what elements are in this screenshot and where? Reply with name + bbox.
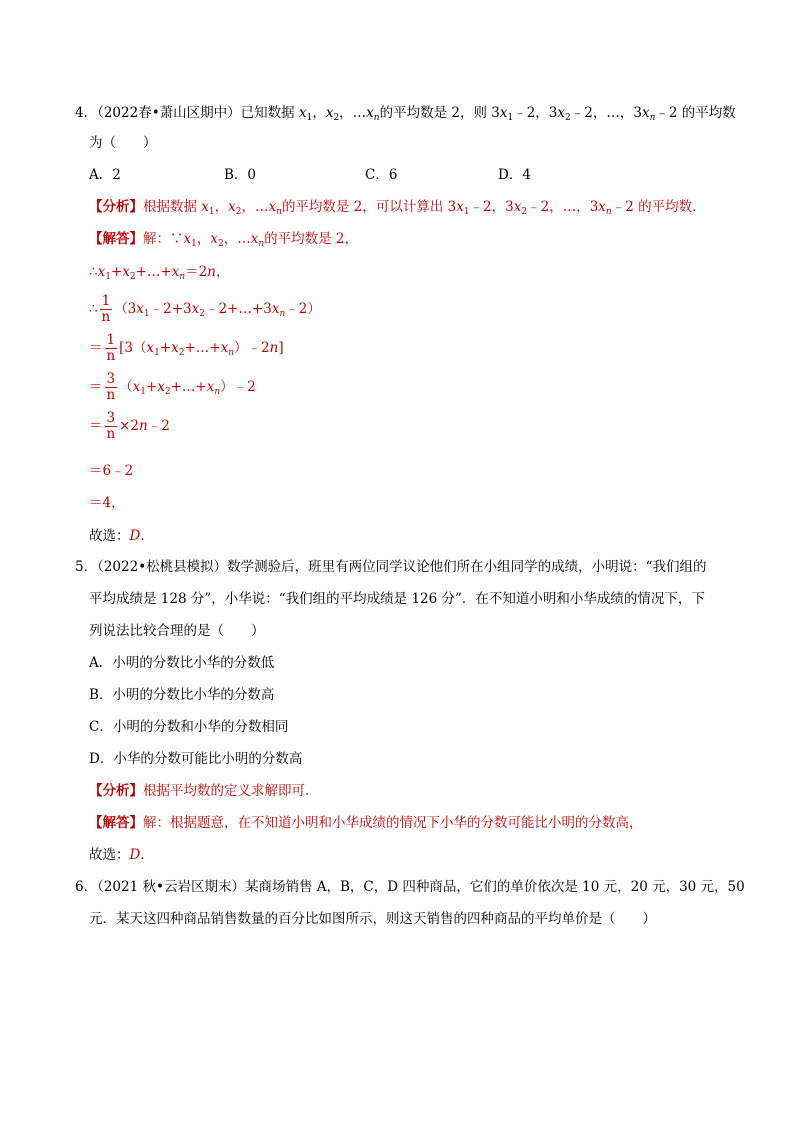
q5-option-c: C．小明的分数和小华的分数相同 — [89, 719, 289, 735]
q6-stem-line2: 元．某天这四种商品销售数量的百分比如图所示，则这天销售的四种商品的平均单价是（ ） — [89, 911, 656, 927]
fraction: $\frac{3}{n}$ — [106, 410, 116, 442]
q4-stem-prefix: 4．（2022春•萧山区期中）已知数据 — [75, 105, 299, 121]
q4-step1: $\therefore x_1+x_2+\dots+x_n=2n$， — [89, 264, 230, 282]
q4-choice: D — [129, 528, 141, 544]
q4-stem-suffix: 的平均数是 2，则 3 — [379, 105, 500, 121]
q4-option-d: D．4 — [498, 167, 531, 183]
q4-period: ． — [140, 528, 154, 544]
q4-stem-line2: 为（ ） — [89, 135, 157, 151]
q5-option-b: B．小明的分数比小华的分数高 — [89, 687, 275, 703]
q4-step6: ＝4， — [89, 495, 125, 511]
q5-option-d: D．小华的分数可能比小明的分数高 — [89, 751, 303, 767]
q4-option-b: B．0 — [224, 167, 257, 183]
q4-answer-tag: 【解答】 — [89, 231, 143, 247]
q4-conclusion-label: 故选： — [89, 528, 130, 544]
q5-choice: D — [129, 847, 141, 863]
q4-analysis: 【分析】根据数据 $x_1$，$x_2$，$\dots x_n$的平均数是 2，可以计算出 $3x_1﹣2$，$3x_2﹣2$，…，$3x_n﹣2$ 的平均数． — [89, 199, 706, 217]
q4-step5: ＝6﹣2 — [89, 463, 134, 479]
q4-stem-line1: 4．（2022春•萧山区期中）已知数据 $x_1$，$x_2$，$\dots x_n$的平均数是 2，则 $3x_1﹣2$，$3x_2﹣2$，…，$3x_n﹣2$ 的平均数 — [75, 105, 736, 123]
fraction: $\frac{3}{n}$ — [106, 371, 116, 403]
q5-answer-tag: 【解答】 — [89, 815, 143, 831]
q4-answer-text-b: 的平均数是 2， — [264, 231, 359, 247]
q5-analysis-tag: 【分析】 — [89, 783, 143, 799]
q5-analysis — [89, 782, 319, 800]
q4-stem-tail: 的平均数 — [681, 105, 736, 121]
q4-analysis-tag: 【分析】 — [89, 199, 143, 215]
q5-answer-text: 解：根据题意，在不知道小明和小华成绩的情况下小华的分数可能比小明的分数高， — [143, 815, 643, 831]
q5-stem-line3: 列说法比较合理的是（ ） — [89, 623, 265, 639]
q4-step4b: ＝ $\frac{3}{n}$ ×2n﹣2 — [89, 410, 170, 442]
q4-analysis-text-a: 根据数据 — [143, 199, 202, 215]
q5-stem-line2: 平均成绩是 128 分”，小华说：“我们组的平均成绩是 126 分”．在不知道小明和小华成绩的情况下，下 — [89, 591, 705, 607]
q4-answer: 【解答】解：$\because x_1$，$x_2$，$\dots x_n$的平均数是 2， — [89, 231, 359, 249]
q4-conclusion — [89, 527, 154, 545]
q6-stem-line1: 6．（2021 秋•云岩区期末）某商场销售 A，B，C，D 四种商品，它们的单价依次是 10 元，20 元，30 元，50 — [75, 879, 745, 895]
q4-analysis-text-c: 的平均数． — [638, 199, 706, 215]
fraction: $\frac{1}{n}$ — [101, 293, 111, 325]
q4-step1-end: ＝2 — [185, 264, 208, 280]
fraction: $\frac{1}{n}$ — [106, 332, 116, 364]
q4-step1-symbol: ∴ — [89, 264, 98, 280]
q4-step3: ＝ $\frac{1}{n}$ $[3(x_1+x_2+\dots+x_n)﹣2n]$ — [89, 332, 284, 364]
q5-answer — [89, 814, 643, 832]
q5-conclusion-label: 故选： — [89, 847, 130, 863]
q5-conclusion — [89, 846, 154, 864]
q5-analysis-text: 根据平均数的定义求解即可． — [143, 783, 319, 799]
q4-analysis-text-b: 的平均数是 2，可以计算出 3 — [281, 199, 457, 215]
q4-option-a: A．2 — [89, 167, 121, 183]
q5-option-a: A．小明的分数比小华的分数低 — [89, 655, 275, 671]
q5-stem-line1: 5．（2022•松桃县模拟）数学测验后，班里有两位同学议论他们所在小组同学的成绩，小明说：“我们组的 — [75, 559, 707, 575]
q4-option-c: C．6 — [365, 167, 398, 183]
q5-period: ． — [140, 847, 154, 863]
q4-step2: ∴ $\frac{1}{n}$ $(3x_1﹣2+3x_2﹣2+\dots+3x_n﹣2)$ — [89, 293, 321, 325]
q4-step2-symbol: ∴ — [89, 301, 98, 317]
q4-step4: ＝ $\frac{3}{n}$ $(x_1+x_2+\dots+x_n)﹣2$ — [89, 371, 256, 403]
q4-answer-text: 解：∵ — [143, 231, 184, 247]
